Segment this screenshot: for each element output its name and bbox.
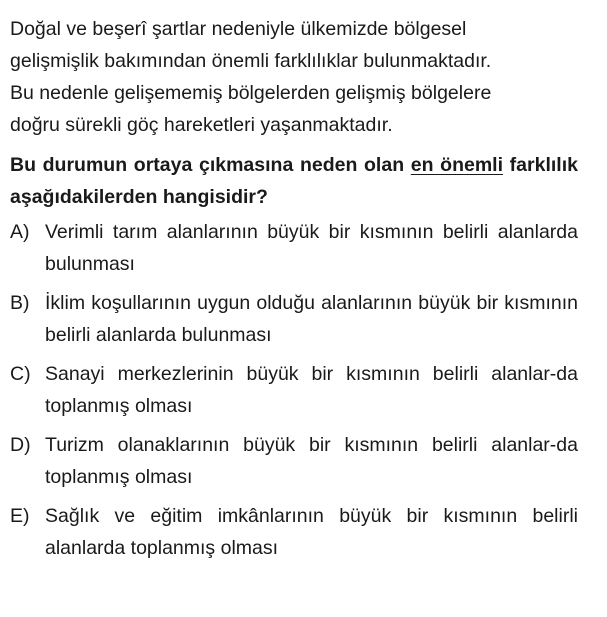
option-text: İklim koşullarının uygun olduğu alanlarının büyük bir kısmının belirli alanlarda bulunması bbox=[45, 292, 578, 346]
passage-line-2: gelişmişlik bakımından önemli farklılıklar bulunmaktadır. bbox=[10, 50, 492, 72]
passage-line-1: Doğal ve beşerî şartlar nedeniyle ülkemizde bölgesel bbox=[10, 18, 467, 40]
option-letter: A) bbox=[10, 221, 30, 243]
option-letter: B) bbox=[10, 292, 30, 314]
passage-line-4: doğru sürekli göç hareketleri yaşanmaktadır. bbox=[10, 114, 393, 136]
passage-text bbox=[10, 13, 578, 141]
question-page bbox=[10, 13, 578, 571]
option-text: Turizm olanaklarının büyük bir kısmının belirli alanlar-da toplanmış olması bbox=[45, 434, 578, 488]
answer-option-c[interactable] bbox=[10, 358, 578, 422]
option-text: Sanayi merkezlerinin büyük bir kısmının belirli alanlar-da toplanmış olması bbox=[45, 363, 578, 417]
answer-option-a[interactable] bbox=[10, 216, 578, 280]
option-text: Sağlık ve eğitim imkânlarının büyük bir kısmının belirli alanlarda toplanmış olması bbox=[45, 505, 578, 559]
question-emphasis: en önemli bbox=[410, 154, 504, 176]
answer-option-e[interactable] bbox=[10, 500, 578, 564]
answer-options bbox=[10, 216, 578, 564]
option-letter: E) bbox=[10, 505, 30, 527]
option-letter: C) bbox=[10, 363, 31, 385]
option-letter: D) bbox=[10, 434, 31, 456]
answer-option-b[interactable] bbox=[10, 287, 578, 351]
question-stem-part-1: Bu durumun ortaya çıkmasına neden olan bbox=[10, 154, 411, 176]
answer-option-d[interactable] bbox=[10, 429, 578, 493]
passage-line-3: Bu nedenle gelişememiş bölgelerden gelişmiş bölgelere bbox=[10, 82, 492, 104]
question-stem bbox=[10, 149, 578, 213]
question-stem-part-2: farklılık aşağıdakilerden hangisidir? bbox=[10, 154, 578, 208]
option-text: Verimli tarım alanlarının büyük bir kısmının belirli alanlarda bulunması bbox=[45, 221, 578, 275]
